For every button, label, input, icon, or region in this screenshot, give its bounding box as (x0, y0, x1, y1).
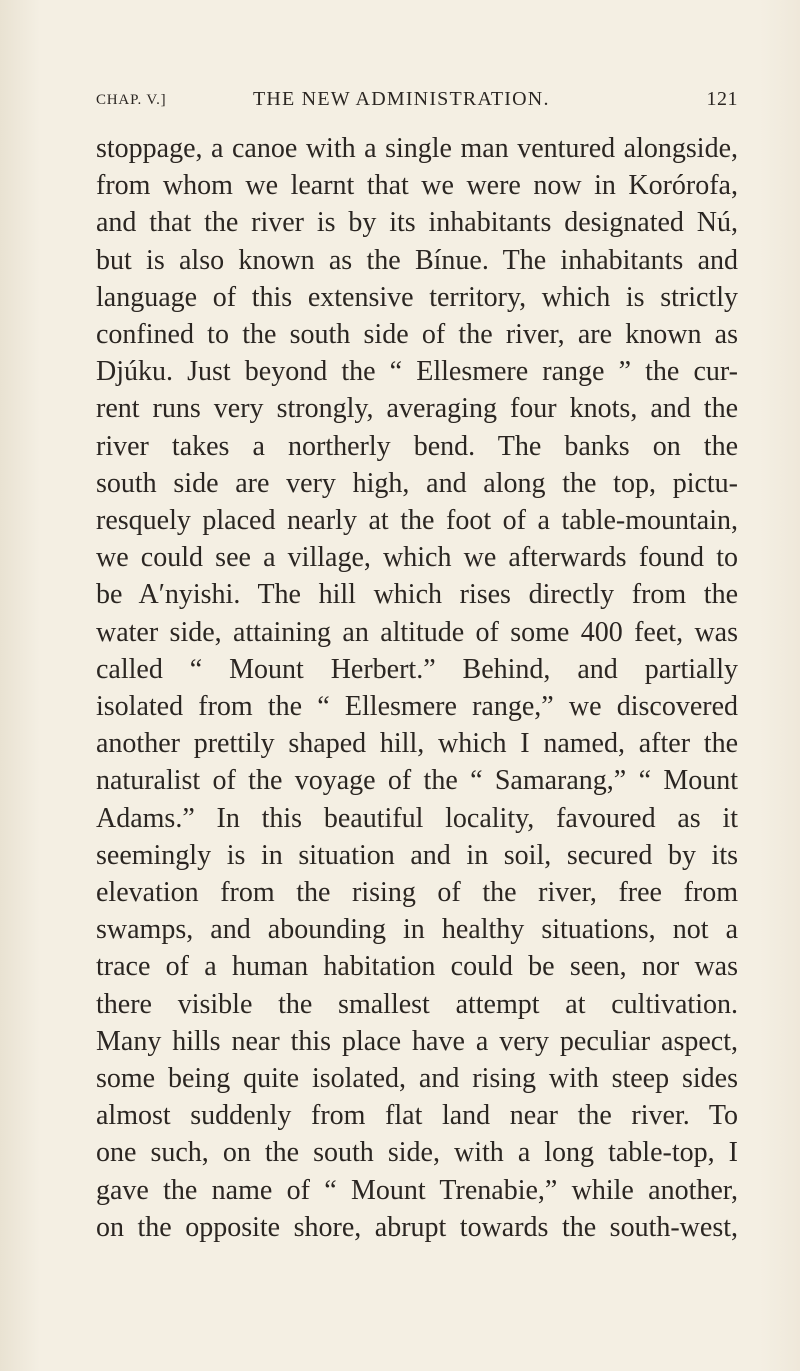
text-line: water side, attaining an altitude of some 400 feet, was (96, 616, 738, 648)
text-line: on the opposite shore, abrupt towards the south-west, (96, 1211, 738, 1243)
text-line: gave the name of “ Mount Trenabie,” while another, (96, 1174, 738, 1206)
text-line: elevation from the rising of the river, free from (96, 877, 738, 909)
body-text (96, 130, 738, 1246)
text-line: rent runs very strongly, averaging four knots, and the (96, 393, 738, 425)
text-line: and that the river is by its inhabitants designated Nú, (96, 207, 738, 239)
text-line: there visible the smallest attempt at cultivation. (96, 988, 738, 1020)
text-line: south side are very high, and along the top, pictu- (96, 467, 738, 499)
text-line: but is also known as the Bínue. The inhabitants and (96, 244, 738, 276)
text-line: from whom we learnt that we were now in Korórofa, (96, 170, 738, 202)
text-line: some being quite isolated, and rising with steep sides (96, 1063, 738, 1095)
text-line: seemingly is in situation and in soil, secured by its (96, 839, 738, 871)
text-line: Adams.” In this beautiful locality, favoured as it (96, 802, 738, 834)
running-title: THE NEW ADMINISTRATION. (253, 88, 550, 110)
running-head (96, 88, 738, 118)
text-line: Djúku. Just beyond the “ Ellesmere range ” the cur- (96, 356, 738, 388)
text-line: stoppage, a canoe with a single man ventured alongside, (96, 133, 738, 164)
text-line: Many hills near this place have a very peculiar aspect, (96, 1025, 738, 1057)
text-line: be A′nyishi. The hill which rises directly from the (96, 579, 738, 611)
text-line: resquely placed nearly at the foot of a table-mountain, (96, 505, 738, 537)
text-line: isolated from the “ Ellesmere range,” we discovered (96, 691, 738, 723)
text-line: river takes a northerly bend. The banks on the (96, 430, 738, 462)
text-line: almost suddenly from flat land near the river. To (96, 1100, 738, 1132)
chapter-label: CHAP. V.] (96, 92, 167, 108)
text-line: swamps, and abounding in healthy situations, not a (96, 914, 738, 946)
text-line: one such, on the south side, with a long table-top, I (96, 1137, 738, 1169)
text-line: we could see a village, which we afterwards found to (96, 542, 738, 574)
text-line: naturalist of the voyage of the “ Samarang,” “ Mount (96, 765, 738, 797)
page-number: 121 (706, 88, 738, 110)
text-line: another prettily shaped hill, which I named, after the (96, 728, 738, 760)
text-line: called “ Mount Herbert.” Behind, and partially (96, 653, 738, 685)
text-line: language of this extensive territory, which is strictly (96, 281, 738, 313)
text-line: confined to the south side of the river, are known as (96, 319, 738, 351)
text-line: trace of a human habitation could be seen, nor was (96, 951, 738, 983)
